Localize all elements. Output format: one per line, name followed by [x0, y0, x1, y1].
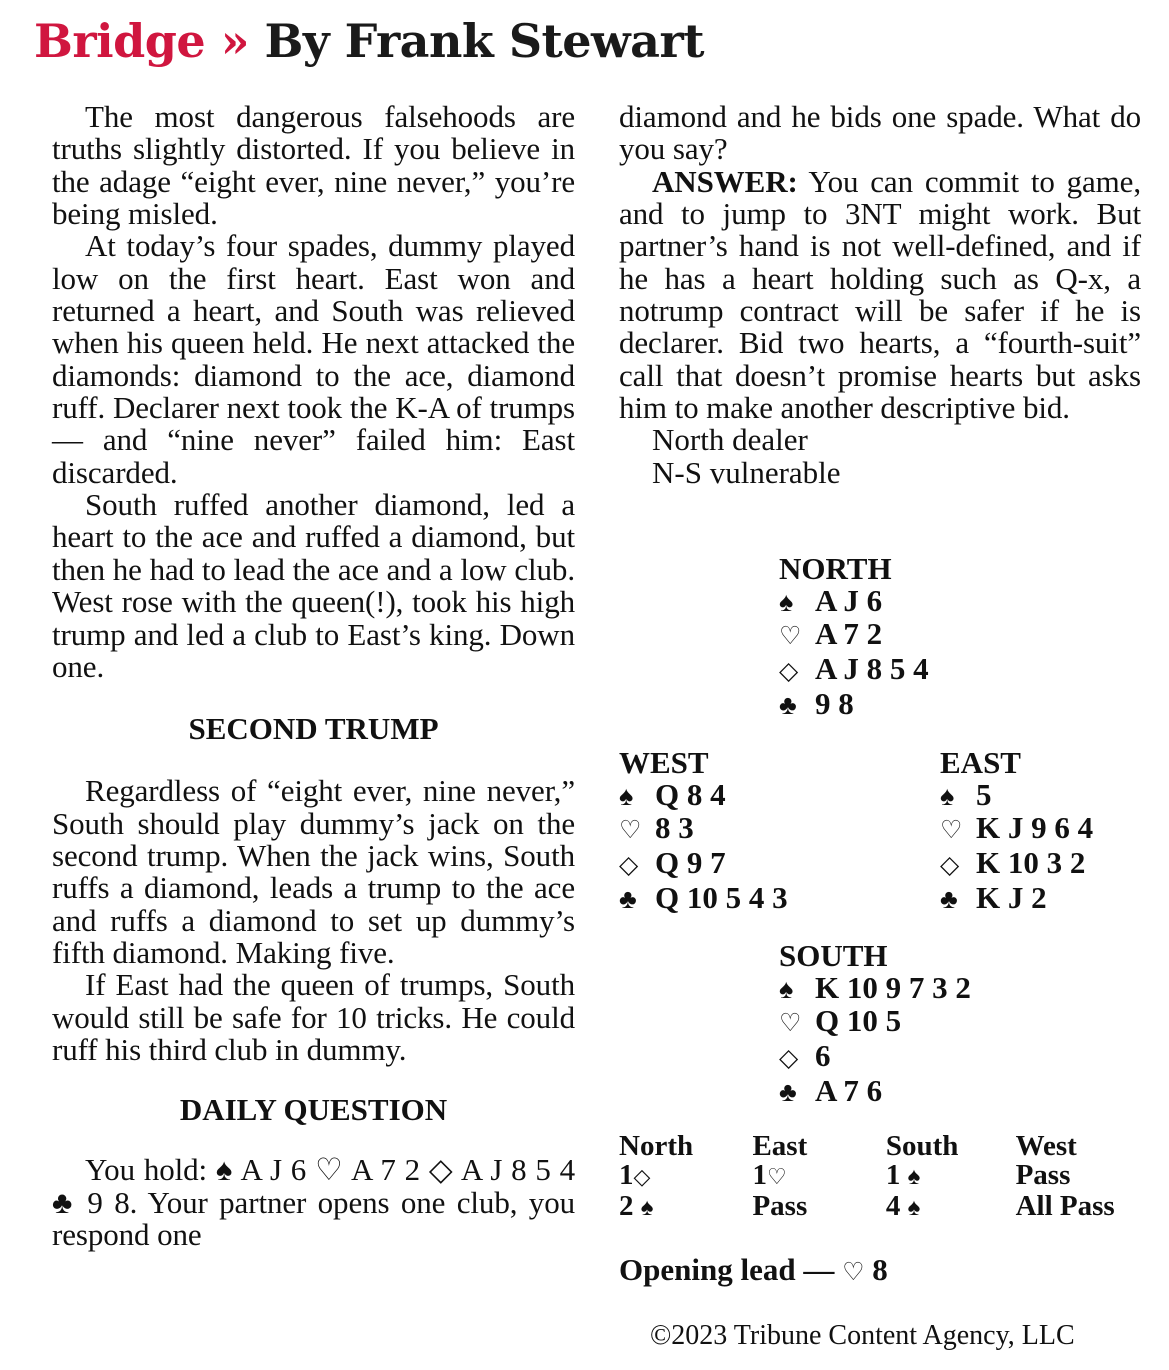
- west-clubs: Q 10 5 4 3: [655, 880, 788, 915]
- heart-icon: ♡: [766, 1164, 787, 1189]
- north-spades: A J 6: [815, 583, 883, 618]
- heart-icon: ♡: [940, 817, 963, 844]
- spade-icon: ♠: [779, 587, 794, 617]
- auction-bid: 1◇: [619, 1159, 651, 1191]
- auction-header-west: West: [1015, 1130, 1077, 1162]
- auction-bid: 1♡: [752, 1159, 787, 1191]
- south-hearts: Q 10 5: [815, 1003, 902, 1038]
- auction-header-row: [619, 1132, 1149, 1161]
- auction-bid: 2 ♠: [619, 1190, 654, 1222]
- spade-icon: ♠: [640, 1195, 654, 1221]
- opening-lead: [619, 1252, 888, 1288]
- hand-label-south: SOUTH: [779, 938, 888, 973]
- auction-row: [619, 1192, 1149, 1223]
- opening-lead-card: 8: [872, 1252, 888, 1287]
- north-hand: [779, 553, 929, 721]
- auction-bid: 1 ♠: [885, 1159, 921, 1191]
- heart-icon: ♡: [619, 817, 642, 844]
- heart-icon: ♡: [842, 1259, 865, 1286]
- west-hearts: 8 3: [655, 810, 694, 845]
- headline: [34, 14, 704, 69]
- hand-label-east: EAST: [940, 745, 1021, 780]
- paragraph-answer: [619, 163, 1141, 426]
- auction-header-east: East: [752, 1130, 808, 1162]
- east-diamonds: K 10 3 2: [976, 845, 1086, 880]
- south-diamonds: 6: [815, 1038, 831, 1073]
- auction-bid: All Pass: [1015, 1190, 1115, 1222]
- auction-bid: Pass: [752, 1190, 808, 1222]
- vulnerability-line: N-S vulnerable: [652, 454, 841, 490]
- auction-header-south: South: [885, 1130, 959, 1162]
- paragraph-question: You hold: ♠ A J 6 ♡ A 7 2 ◇ A J 8 5 4 ♣ 9 8. Your partner opens one club, you respond one: [52, 1152, 575, 1252]
- west-diamonds: Q 9 7: [655, 845, 726, 880]
- spade-icon: ♠: [940, 781, 955, 811]
- diamond-icon: ◇: [619, 852, 639, 879]
- north-hearts: A 7 2: [815, 616, 883, 651]
- auction-row: [619, 1161, 1149, 1192]
- answer-text: You can commit to game, and to jump to 3NT might work. But partner’s hand is not well-defined, and if he has a heart holding such as Q-x, a notrump contract will be safer if he is declarer. Bid two hearts, a “fourth-suit” call that doesn’t promise hearts but asks him to make another descriptive bid.: [619, 163, 1141, 426]
- byline: By Frank Stewart: [264, 14, 704, 68]
- opening-lead-label: Opening lead —: [619, 1252, 835, 1287]
- paragraph-correct-play: Regardless of “eight ever, nine never,” South should play dummy’s jack on the second trump. When the jack wins, South ruffs a diamond, leads a trump to the ace and ruffs a diamond to set up dummy’s fifth diamond. Making five.: [52, 773, 575, 970]
- east-hand: [940, 747, 1093, 915]
- west-hand: [619, 747, 788, 915]
- auction-bid: Pass: [1015, 1159, 1071, 1191]
- club-icon: ♣: [779, 1077, 797, 1107]
- north-diamonds: A J 8 5 4: [815, 651, 929, 686]
- paragraph-alternative: If East had the queen of trumps, South would still be safe for 10 tricks. He could ruff his third club in dummy.: [52, 967, 575, 1067]
- dealer-line: North dealer: [652, 422, 808, 458]
- south-spades: K 10 9 7 3 2: [815, 970, 971, 1005]
- east-clubs: K J 2: [976, 880, 1047, 915]
- south-hand: [779, 940, 971, 1108]
- diamond-icon: ◇: [779, 658, 799, 685]
- north-clubs: 9 8: [815, 686, 854, 721]
- copyright-notice: ©2023 Tribune Content Agency, LLC: [650, 1320, 1075, 1351]
- left-column: [52, 101, 575, 1251]
- heart-icon: ♡: [779, 1010, 802, 1037]
- paragraph-question-continued: diamond and he bids one spade. What do you say?: [619, 99, 1141, 167]
- club-icon: ♣: [779, 690, 797, 720]
- south-clubs: A 7 6: [815, 1073, 883, 1108]
- diamond-icon: ◇: [779, 1045, 799, 1072]
- spade-icon: ♠: [907, 1164, 921, 1190]
- diamond-icon: ◇: [940, 852, 960, 879]
- spade-icon: ♠: [779, 974, 794, 1004]
- subhead-second-trump: SECOND TRUMP: [188, 711, 439, 747]
- answer-label: ANSWER:: [652, 163, 798, 199]
- auction-table: [619, 1132, 1149, 1223]
- right-column: [619, 101, 1141, 489]
- paragraph-play: At today’s four spades, dummy played low on the first heart. East won and returned a heart, and South was relieved when his queen held. He next attacked the diamonds: diamond to the ace, diamond ruff. Declarer next took the K-A of trumps — and “nine never” failed him: East discarded.: [52, 228, 575, 490]
- paragraph-result: South ruffed another diamond, led a heart to the ace and ruffed a diamond, but then he had to lead the ace and a low club. West rose with the queen(!), took his high trump and led a club to East’s king. Down one.: [52, 487, 575, 684]
- auction-header-north: North: [619, 1130, 694, 1162]
- hand-label-west: WEST: [619, 745, 709, 780]
- east-spades: 5: [976, 777, 992, 812]
- paragraph-intro: The most dangerous falsehoods are truths slightly distorted. If you believe in the adage “eight ever, nine never,” you’re being misled.: [52, 99, 575, 232]
- subhead-daily-question: DAILY QUESTION: [179, 1092, 448, 1128]
- west-spades: Q 8 4: [655, 777, 726, 812]
- spade-icon: ♠: [619, 781, 634, 811]
- hand-label-north: NORTH: [779, 551, 892, 586]
- auction-bid: 4 ♠: [885, 1190, 921, 1222]
- diamond-icon: ◇: [633, 1164, 651, 1189]
- east-hearts: K J 9 6 4: [976, 810, 1094, 845]
- spade-icon: ♠: [907, 1195, 921, 1221]
- heart-icon: ♡: [779, 623, 802, 650]
- section-kicker: Bridge »: [34, 14, 249, 68]
- club-icon: ♣: [940, 884, 958, 914]
- club-icon: ♣: [619, 884, 637, 914]
